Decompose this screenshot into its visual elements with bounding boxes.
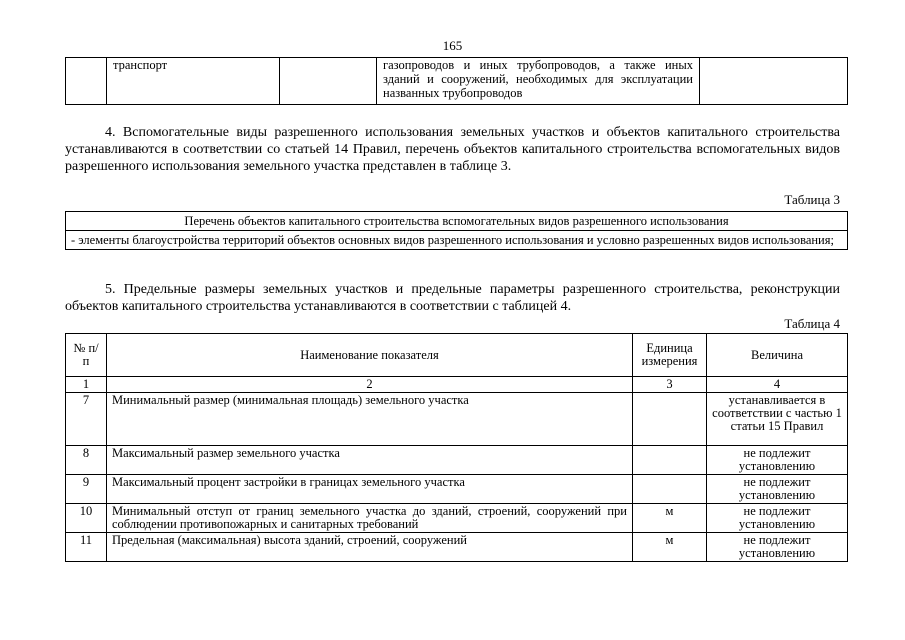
table-3 [65,211,848,250]
table-row [66,58,848,105]
table-cell [66,58,107,105]
row-name: Максимальный размер земельного участка [107,446,633,475]
table-row [66,533,848,562]
row-unit [633,475,707,504]
row-unit [633,446,707,475]
paragraph-5: 5. Предельные размеры земельных участков и предельные параметры разрешенного строительства, реконструкции объектов капитального строительства устанавливаются в соответствии с таблицей 4. [65,282,840,314]
column-number: 1 [66,377,107,393]
table-header-row [66,334,848,377]
table-cell [280,58,377,105]
table-row [66,231,848,250]
row-value: не подлежит установлению [707,533,848,562]
table-cell: транспорт [107,58,280,105]
table-3-header: Перечень объектов капитального строительства вспомогательных видов разрешенного использования [66,212,848,231]
row-name: Максимальный процент застройки в границах земельного участка [107,475,633,504]
continuation-table [65,57,848,105]
header-num: № п/п [66,334,107,377]
row-name: Минимальный отступ от границ земельного участка до зданий, строений, сооружений при соблюдении противопожарных и санитарных требований [107,504,633,533]
row-name: Предельная (максимальная) высота зданий, строений, сооружений [107,533,633,562]
table-row [66,393,848,446]
row-num: 7 [66,393,107,446]
table-row [66,475,848,504]
row-name: Минимальный размер (минимальная площадь) земельного участка [107,393,633,446]
column-number-row [66,377,848,393]
row-unit: м [633,504,707,533]
header-unit: Единица измерения [633,334,707,377]
row-num: 8 [66,446,107,475]
table-row [66,504,848,533]
row-value: не подлежит установлению [707,504,848,533]
table-cell: газопроводов и иных трубопроводов, а также иных зданий и сооружений, необходимых для эксплуатации названных трубопроводов [377,58,700,105]
header-name: Наименование показателя [107,334,633,377]
column-number: 2 [107,377,633,393]
table-cell [700,58,848,105]
column-number: 4 [707,377,848,393]
paragraph-4: 4. Вспомогательные виды разрешенного использования земельных участков и объектов капитального строительства устанавливаются в соответствии со статьей 14 Правил, перечень объектов капитального строительства вспомогательных видов разрешенного использования земельного участка представлен в таблице 3. [65,125,840,174]
table-4 [65,333,848,562]
table-3-caption: Таблица 3 [784,192,840,207]
row-value: не подлежит установлению [707,446,848,475]
row-num: 9 [66,475,107,504]
table-row [66,446,848,475]
row-unit [633,393,707,446]
header-value: Величина [707,334,848,377]
row-unit: м [633,533,707,562]
table-4-caption: Таблица 4 [784,316,840,331]
table-header-row [66,212,848,231]
row-value: устанавливается в соответствии с частью 1 статьи 15 Правил [707,393,848,446]
row-value: не подлежит установлению [707,475,848,504]
table-3-row: - элементы благоустройства территорий объектов основных видов разрешенного использования и условно разрешенных видов использования; [66,231,848,250]
row-num: 10 [66,504,107,533]
page-number: 165 [442,38,463,53]
column-number: 3 [633,377,707,393]
row-num: 11 [66,533,107,562]
